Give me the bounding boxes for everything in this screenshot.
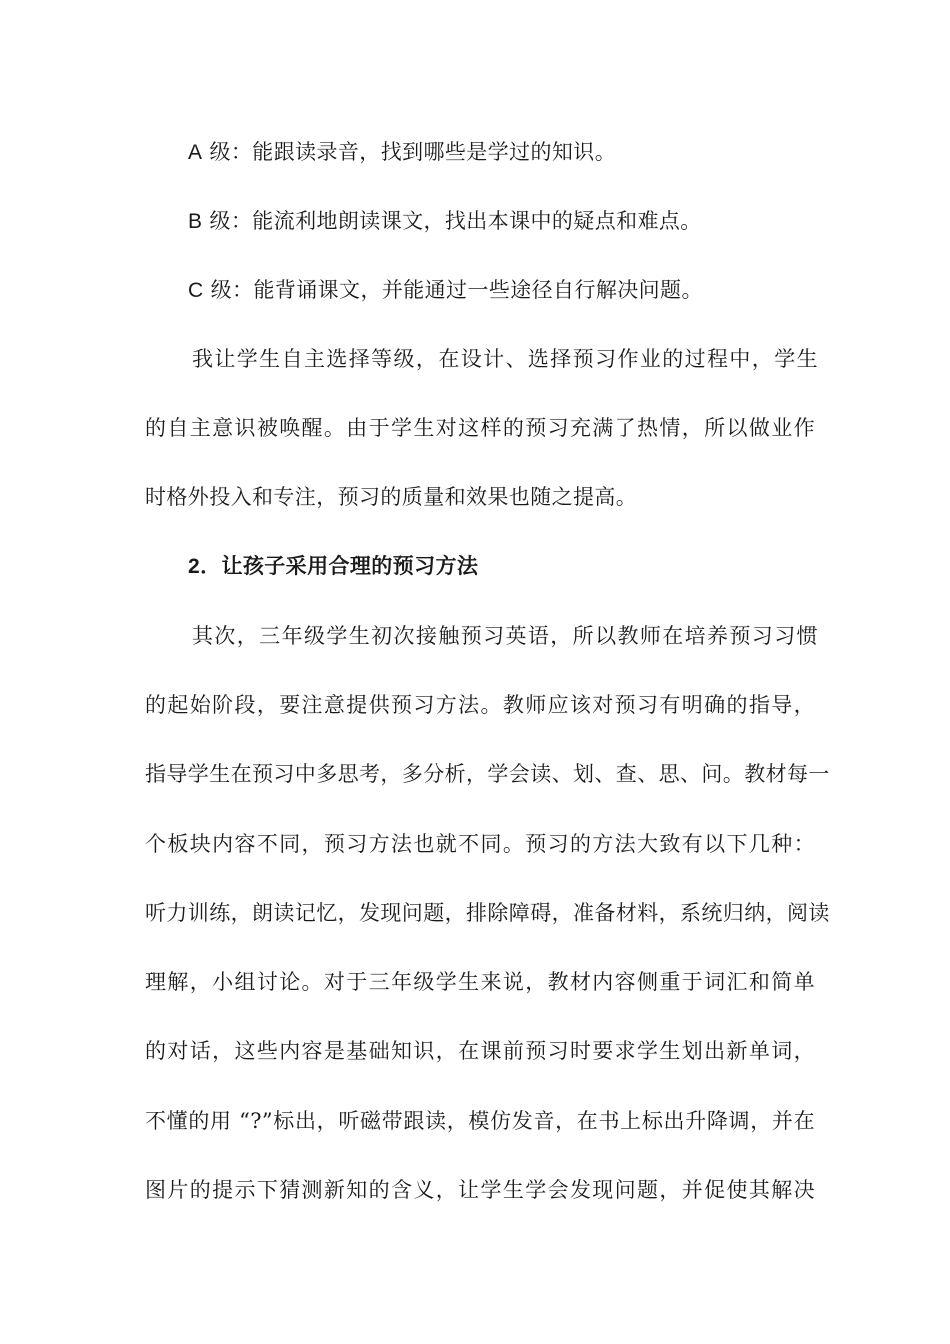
level-c-text: 级：能背诵课文，并能通过一些途径自行解决问题。	[203, 278, 703, 302]
section-heading-text: 让孩子采用合理的预习方法	[221, 555, 479, 578]
level-b-text: 级：能流利地朗读课文，找出本课中的疑点和难点。	[202, 209, 702, 233]
paragraph1-line: 的自主意识被唤醒。由于学生对这样的预习充满了热情，所以做业作	[145, 416, 815, 440]
paragraph1-line: 我让学生自主选择等级，在设计、选择预习作业的过程中，学生	[192, 347, 818, 371]
level-b-line	[188, 206, 818, 237]
paragraph2-line: 理解，小组讨论。对于三年级学生来说，教材内容侧重于词汇和简单	[145, 970, 815, 994]
level-c-letter: C	[188, 279, 204, 302]
level-b-letter: B	[188, 210, 203, 233]
level-a-text: 级：能跟读录音，找到哪些是学过的知识。	[202, 140, 617, 164]
paragraph2-line: 的对话，这些内容是基础知识，在课前预习时要求学生划出新单词，	[145, 1039, 815, 1063]
level-a-letter: A	[188, 141, 203, 164]
paragraph2-line: 指导学生在预习中多思考，多分析，学会读、划、查、思、问。教材每一	[145, 762, 830, 786]
level-a-line	[188, 137, 818, 168]
level-c-line	[188, 275, 818, 306]
paragraph2-line: 其次，三年级学生初次接触预习英语，所以教师在培养预习习惯	[192, 624, 818, 648]
section-heading	[188, 552, 818, 582]
paragraph2-line: 图片的提示下猜测新知的含义，让学生学会发现问题，并促使其解决	[145, 1178, 815, 1202]
paragraph1-line: 时格外投入和专注，预习的质量和效果也随之提高。	[145, 485, 638, 509]
section-heading-number: 2．	[188, 555, 222, 578]
paragraph2-line: 个板块内容不同，预习方法也就不同。预习的方法大致有以下几种：	[145, 832, 815, 856]
paragraph2-line: 不懂的用 “?”标出，听磁带跟读，模仿发音，在书上标出升降调，并在	[145, 1109, 815, 1133]
paragraph2-line: 的起始阶段，要注意提供预习方法。教师应该对预习有明确的指导，	[145, 693, 815, 717]
paragraph2-line: 听力训练，朗读记忆，发现问题，排除障碍，准备材料，系统归纳，阅读	[145, 901, 830, 925]
